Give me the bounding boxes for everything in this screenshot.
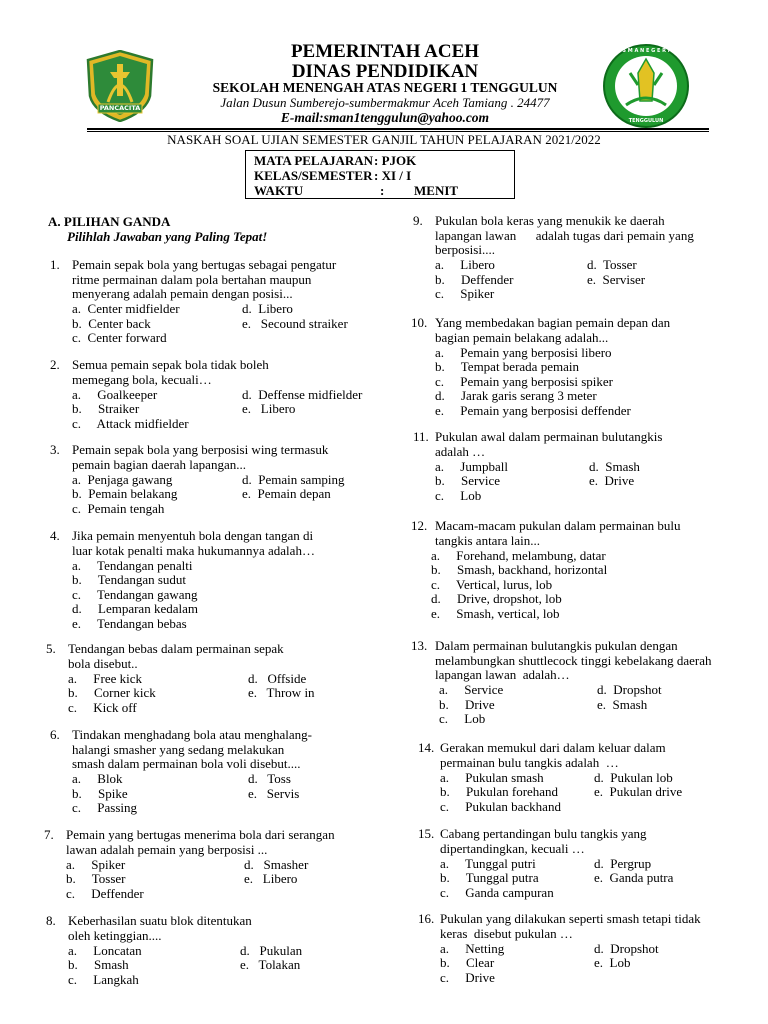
school-logo [602, 43, 690, 129]
answer-option-d: d. Pukulan lob [594, 769, 673, 785]
answer-option-e: e. Tendangan bebas [72, 615, 187, 631]
exam-title: NASKAH SOAL UJIAN SEMESTER GANJIL TAHUN PELAJARAN 2021/2022 [167, 132, 601, 147]
time-label: WAKTU [254, 183, 304, 198]
answer-option-c: c. Deffender [66, 885, 144, 901]
answer-option-c: c. Lob [439, 711, 486, 726]
header-address: Jalan Dusun Sumberejo-sumbermakmur Aceh Tamiang . 24477 [220, 95, 550, 110]
answer-option-b: b. Drive [439, 696, 495, 712]
answer-option-c: c. Langkah [68, 971, 139, 987]
school-emblem-icon [602, 43, 690, 129]
answer-option-a: a. Spiker [66, 856, 126, 872]
answer-option-b: b. Clear [440, 955, 495, 970]
answer-option-d: d. Pemain samping [242, 471, 345, 487]
answer-option-a: a. Penjaga gawang [72, 471, 173, 487]
answer-option-d: d. Deffense midfielder [242, 386, 363, 402]
answer-option-e: e. Serviser [587, 271, 646, 287]
answer-option-c: c. Tendangan gawang [72, 586, 198, 602]
answer-option-d: d. Dropshot [594, 940, 659, 956]
header-email: E-mail:sman1tenggulun@yahoo.com [280, 110, 490, 125]
info-class-row [254, 168, 514, 183]
answer-option-a: a. Libero [435, 257, 495, 272]
answer-option-b: b. Tempat berada pemain [435, 359, 579, 374]
answer-option-c: c. Spiker [435, 286, 495, 301]
answer-option-b: b. Tosser [66, 871, 126, 886]
question-number: 4. [50, 528, 60, 543]
question-text-line: dipertandingkan, kecuali … [440, 840, 585, 856]
answer-option-c: c. Center forward [72, 330, 167, 345]
answer-option-c: c. Passing [72, 800, 137, 815]
answer-option-e: e. Smash [597, 696, 648, 712]
answer-option-e: e. Drive [589, 473, 635, 488]
answer-option-a: a. Forehand, melambung, datar [431, 547, 606, 563]
question-number: 7. [44, 827, 54, 842]
question-text-line: Gerakan memukul dari dalam keluar dalam [440, 740, 666, 755]
question-number: 10. [411, 315, 428, 330]
question-text-line: adalah … [435, 443, 486, 459]
question-text-line: ritme permainan dalam pola bertahan maupun [72, 271, 312, 287]
answer-option-b: b. Smash, backhand, horizontal [431, 562, 608, 577]
question-number: 1. [50, 257, 60, 272]
time-separator: : [380, 183, 385, 198]
question-text-line: lapangan lawan adalah tugas dari pemain yang [435, 227, 694, 243]
answer-option-c: c. Lob [435, 487, 482, 503]
question-text-line: Keberhasilan suatu blok ditentukan [68, 913, 252, 928]
question-text-line: Dalam permainan bulutangkis pukulan dengan [435, 638, 678, 653]
answer-option-c: c. Pemain yang berposisi spiker [435, 373, 613, 389]
question-text-line: bagian pemain belakang adalah... [435, 329, 609, 345]
question-text-line: Pukulan awal dalam permainan bulutangkis [435, 429, 663, 444]
question-number: 2. [50, 357, 60, 372]
question-number: 6. [50, 727, 60, 742]
answer-option-b: b. Center back [72, 315, 151, 331]
question-number: 16. [418, 911, 435, 926]
answer-option-b: b. Pemain belakang [72, 486, 178, 501]
question-text-line: Cabang pertandingan bulu tangkis yang [440, 826, 647, 841]
answer-option-d: d. Lemparan kedalam [72, 601, 198, 616]
exam-info-box [245, 150, 515, 199]
answer-option-e: e. Secound straiker [242, 315, 348, 331]
question-text-line: Macam-macam pukulan dalam permainan bulu [435, 518, 681, 533]
answer-option-b: b. Service [435, 473, 500, 488]
answer-option-a: a. Loncatan [68, 942, 142, 958]
answer-option-d: d. Pukulan [240, 942, 303, 958]
section-heading [48, 214, 267, 244]
answer-option-e: e. Throw in [248, 685, 315, 700]
question-text-line: permainan bulu tangkis adalah … [440, 754, 619, 770]
question-text-line: smash dalam permainan bola voli disebut.... [72, 756, 301, 771]
question-number: 14. [418, 740, 435, 755]
answer-option-b: b. Pukulan forehand [440, 784, 559, 799]
question-text-line: Pukulan bola keras yang menukik ke daerah [435, 213, 665, 228]
answer-option-e: e. Pemain depan [242, 486, 331, 501]
answer-option-d: d. Dropshot [597, 682, 662, 697]
question-number: 11. [413, 429, 429, 444]
question-text-line: Tendangan bebas dalam permainan sepak [68, 641, 284, 656]
answer-option-d: d. Tosser [587, 257, 637, 272]
answer-option-a: a. Tunggal putri [440, 855, 536, 871]
question-text-line: memegang bola, kecuali… [72, 371, 212, 387]
school-logo-bottom-text: TENGGULUN [628, 118, 664, 124]
answer-option-b: b. Corner kick [68, 685, 156, 700]
header-school-name: SEKOLAH MENENGAH ATAS NEGERI 1 TENGGULUN [212, 80, 558, 95]
section-title: A. PILIHAN GANDA [48, 214, 171, 229]
answer-option-d: d. Drive, dropshot, lob [431, 591, 562, 606]
question-text-line: Pemain sepak bola yang bertugas sebagai pengatur [72, 257, 337, 272]
answer-option-a: a. Goalkeeper [72, 386, 158, 402]
answer-option-d: d. Jarak garis serang 3 meter [435, 388, 597, 403]
question-number: 12. [411, 518, 428, 533]
answer-option-c: c. Vertical, lurus, lob [431, 576, 553, 592]
question-number: 15. [418, 826, 435, 841]
question-text-line: Pukulan yang dilakukan seperti smash tetapi tidak [440, 911, 701, 926]
question-text-line: pemain bagian daerah lapangan... [72, 456, 246, 472]
answer-option-c: c. Pemain tengah [72, 500, 165, 516]
question-text-line: Pemain sepak bola yang berposisi wing termasuk [72, 442, 329, 457]
question-text-line: Tindakan menghadang bola atau menghalang- [72, 727, 312, 742]
answer-option-b: b. Smash [68, 957, 129, 972]
answer-option-d: d. Offside [248, 670, 307, 686]
class-label: KELAS/SEMESTER [254, 168, 373, 183]
question-text-line: tangkis antara lain... [435, 532, 541, 548]
school-logo-top-text: S M A N E G E R I [622, 48, 670, 54]
answer-option-c: c. Pukulan backhand [440, 798, 561, 814]
answer-option-a: a. Jumpball [435, 458, 508, 474]
answer-option-b: b. Deffender [435, 271, 514, 287]
class-value: : XI / I [374, 168, 412, 183]
answer-option-e: e. Servis [248, 785, 300, 801]
question-text-line: melambungkan shuttlecock tinggi kebelakang daerah [435, 652, 712, 668]
question-text-line: luar kotak penalti maka hukumannya adalah… [72, 542, 315, 558]
question-text-line: lawan adalah pemain yang berposisi ... [66, 841, 268, 857]
answer-option-c: c. Drive [440, 969, 495, 985]
answer-option-c: c. Attack midfielder [72, 415, 189, 431]
question-text-line: lapangan lawan adalah… [435, 667, 570, 682]
pancacita-logo [86, 50, 154, 122]
answer-option-d: d. Toss [248, 771, 291, 786]
answer-option-b: b. Tendangan sudut [72, 572, 187, 587]
answer-option-d: d. Libero [242, 301, 293, 316]
header-department: DINAS PENDIDIKAN [291, 61, 479, 82]
answer-option-d: d. Pergrup [594, 855, 652, 871]
subject-value: : PJOK [374, 153, 417, 168]
answer-option-c: c. Ganda campuran [440, 884, 554, 900]
question-text-line: Jika pemain menyentuh bola dengan tangan di [72, 528, 314, 543]
info-subject-row [254, 153, 514, 168]
question-number: 13. [411, 638, 428, 653]
answer-option-e: e. Tolakan [240, 957, 301, 972]
answer-option-e: e. Ganda putra [594, 870, 674, 885]
question-number: 3. [50, 442, 60, 457]
question-text-line: keras disebut pukulan … [440, 925, 573, 941]
answer-option-e: e. Libero [242, 401, 296, 416]
question-text-line: oleh ketinggian.... [68, 927, 162, 943]
question-number: 5. [46, 641, 56, 656]
answer-option-c: c. Kick off [68, 699, 137, 715]
question-text-line: halangi smasher yang sedang melakukan [72, 741, 285, 757]
answer-option-a: a. Pemain yang berposisi libero [435, 344, 612, 360]
answer-option-e: e. Smash, vertical, lob [431, 605, 560, 621]
answer-option-a: a. Tendangan penalti [72, 557, 193, 573]
pancacita-label: PANCACITA [99, 104, 141, 112]
answer-option-e: e. Libero [244, 871, 298, 886]
subject-label: MATA PELAJARAN [254, 153, 374, 168]
answer-option-e: e. Lob [594, 955, 631, 970]
answer-option-d: d. Smash [589, 458, 640, 474]
question-number: 9. [413, 213, 423, 228]
answer-option-d: d. Smasher [244, 856, 309, 872]
info-time-row [254, 183, 514, 198]
answer-option-a: a. Service [439, 682, 504, 697]
answer-option-b: b. Straiker [72, 401, 140, 416]
answer-option-a: a. Pukulan smash [440, 769, 544, 785]
header-government: PEMERINTAH ACEH [290, 41, 480, 62]
time-value: MENIT [414, 183, 459, 198]
question-text-line: menyerang adalah pemain dengan posisi... [72, 286, 293, 301]
question-text-line: bola disebut.. [68, 655, 138, 671]
answer-option-e: e. Pukulan drive [594, 784, 683, 799]
question-number: 8. [46, 913, 56, 928]
section-instruction: Pilihlah Jawaban yang Paling Tepat! [67, 229, 268, 244]
answer-option-a: a. Free kick [68, 670, 143, 686]
answer-option-a: a. Blok [72, 771, 123, 786]
answer-option-b: b. Tunggal putra [440, 870, 539, 885]
header-divider-thick [87, 128, 709, 130]
answer-option-b: b. Spike [72, 785, 128, 801]
question-text-line: Pemain yang bertugas menerima bola dari serangan [66, 827, 335, 842]
question-text-line: berposisi.... [435, 242, 495, 257]
answer-option-a: a. Netting [440, 940, 505, 956]
answer-option-e: e. Pemain yang berposisi deffender [435, 402, 631, 418]
answer-option-a: a. Center midfielder [72, 301, 180, 316]
question-text-line: Yang membedakan bagian pemain depan dan [435, 315, 671, 330]
question-text-line: Semua pemain sepak bola tidak boleh [72, 357, 269, 372]
